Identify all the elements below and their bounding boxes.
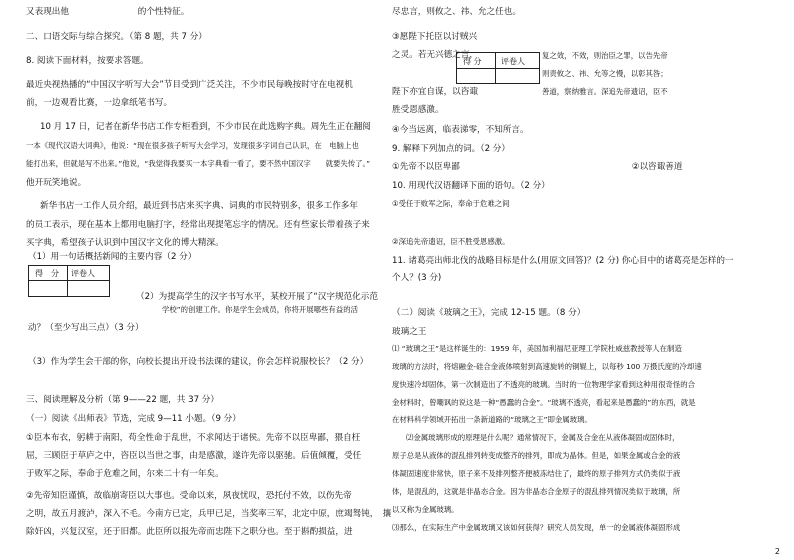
text-line: 学校”的创建工作。你是学生会成员，你将开展哪些有益的活 bbox=[162, 305, 358, 314]
text-line: 尽忠言，则攸之、祎、允之任也。 bbox=[392, 7, 521, 17]
reviewer-label: 评卷人 bbox=[501, 57, 525, 66]
text-line: 的员工表示，现在基本上都用电脑打字，经常出现提笔忘字的情况。还有些家长带着孩子来 bbox=[26, 220, 370, 230]
text-line: 最近央视热播的“中国汉字听写大会”节目受到广泛关注，不少市民每晚按时守在电视机 bbox=[26, 80, 353, 90]
text-line: 动？（至少写出三点）（3 分） bbox=[28, 323, 144, 333]
text-line: 体，是混乱的，这就是非晶态合金。因为非晶态合金原子的混乱排列情况类似于玻璃，所 bbox=[392, 487, 681, 496]
text-line: 买字典，希望孩子认识到中国汉字文化的博大精深。 bbox=[26, 238, 224, 248]
text-line: ①受任于败军之际，奉命于危难之间 bbox=[392, 199, 510, 208]
text-line: 玻璃的方法时，将熔融金-硅合金液体喷射到高速旋转的铜辊上，以每秒 100 万摄氏度的冷却速 bbox=[392, 362, 702, 371]
text-line: 度快速冷却固体，第一次制造出了不透亮的玻璃。当时的一位物理学家看到这种用很奇怪的合 bbox=[392, 380, 696, 389]
reviewer-label: 评卷人 bbox=[71, 269, 95, 278]
side-note: 复之效，不效，则治臣之罪，以告先帝 bbox=[542, 51, 668, 60]
question-part: （1）用一句话概括新闻的主要内容（2 分） bbox=[28, 252, 197, 262]
question-stem: 8. 阅读下面材料，按要求答题。 bbox=[26, 56, 149, 66]
article-title: 玻璃之王 bbox=[392, 327, 427, 337]
text-line: 屈，三顾臣于草庐之中，咨臣以当世之事，由是感激，遂许先帝以驱驰。后值倾覆，受任 bbox=[26, 451, 362, 461]
text-line: 个人？(3 分) bbox=[392, 273, 442, 283]
text-line: ⑵金属玻璃形成的原理是什么呢？通常情况下，金属及合金在从液体凝固成固体时， bbox=[406, 433, 680, 442]
text-line: 之明，故五月渡泸，深入不毛。今南方已定，兵甲已足，当奖率三军，北定中原，庶竭驽钝， 攘 bbox=[26, 509, 392, 519]
question-part: （3）作为学生会干部的你，向校长提出开设书法课的建议，你会怎样说服校长？（2 分） bbox=[28, 357, 369, 367]
text-line: 能打出来，但就是写不出来。”他说，“我觉得我要买一本字典看一看了，要不然中国汉字 就要失传了。” bbox=[26, 159, 371, 168]
text-line: ②先帝知臣谨慎，故临崩寄臣以大事也。受命以来，夙夜忧叹，恐托付不效，以伤先帝 bbox=[26, 491, 352, 501]
text-line: ⑴ “玻璃之王”是这样诞生的：1959 年，美国加利福尼亚理工学院杜威兹教授等人在制造 bbox=[392, 344, 682, 353]
score-label: 得 分 bbox=[463, 57, 482, 66]
text-line: 10 月 17 日，记者在新华书店工作专柜看到，不少市民在此选购字典。周先生正在翻阅 bbox=[40, 122, 371, 132]
text-line: ④今当远离，临表涕零，不知所言。 bbox=[392, 125, 529, 135]
side-note: 则责攸之、祎、允等之慢，以彰其咎； bbox=[542, 69, 668, 78]
question-stem: 9. 解释下列加点的词。（2 分） bbox=[392, 144, 510, 154]
section-heading: 三、阅读理解及分析（第 9——22 题，共 37 分） bbox=[26, 395, 219, 405]
page-number: 2 bbox=[774, 547, 780, 556]
text-line: 又表现出他 的个性特征。 bbox=[26, 7, 190, 17]
question-part: （2）为提高学生的汉字书写水平，某校开展了“汉字规范化示范 bbox=[136, 292, 378, 302]
text-line: 胜受恩感激。 bbox=[392, 105, 444, 115]
section-heading: 二、口语交际与综合探究。（第 8 题，共 7 分） bbox=[26, 32, 207, 42]
text-line: ②深追先帝遗诏，臣不胜受恩感激。 bbox=[392, 237, 510, 246]
reading-heading: （一）阅读《出师表》节选，完成 9—11 小题。（9 分） bbox=[26, 414, 241, 424]
reading-heading: （二）阅读《玻璃之王》，完成 12-15 题。（8 分） bbox=[392, 308, 586, 318]
text-line: 前，一边观看比赛，一边拿纸笔书写。 bbox=[26, 98, 173, 108]
text-line: ①先帝不以臣卑鄙 ②以咨诹善道 bbox=[392, 162, 683, 172]
text-line: 新华书店一工作人员介绍，最近到书店来买字典、词典的市民特别多，很多工作多年 bbox=[40, 201, 358, 211]
question-stem: 10. 用现代汉语翻译下面的语句。（2 分） bbox=[392, 181, 550, 191]
text-line: 原子总是从液体的混乱排列转变成整齐的排列，即成为晶体。但是，如果金属或合金的液 bbox=[392, 451, 681, 460]
text-line: 以又称为金属玻璃。 bbox=[392, 505, 459, 514]
score-label: 得 分 bbox=[35, 269, 59, 278]
text-line: 体凝固速度非常快，原子来不及排列整齐便被冻结住了，最终的原子排列方式仍类似于液 bbox=[392, 469, 681, 478]
score-box bbox=[456, 52, 540, 84]
text-line: 之灵。若无兴德之言， bbox=[392, 50, 478, 60]
text-line: 他开玩笑地说。 bbox=[26, 178, 87, 188]
side-note: 善道，察纳雅言。深追先帝遗诏，臣不 bbox=[542, 87, 668, 96]
score-box bbox=[28, 265, 110, 297]
text-line: 除奸凶，兴复汉室，还于旧都。此臣所以报先帝而忠陛下之职分也。至于斟酌损益，进 bbox=[26, 527, 353, 537]
text-line: ③愿陛下托臣以讨贼兴 bbox=[392, 32, 478, 42]
text-line: 金材料时，曾嘲讽的说这是一种“愚蠢的合金”。“玻璃不透亮，看起来是愚蠢的”的东西，就是 bbox=[392, 398, 696, 407]
question-stem: 11. 诸葛亮出师北伐的战略目标是什么(用原文回答)？(2 分) 你心目中的诸葛亮是怎样的一 bbox=[392, 256, 734, 266]
text-line: 在材料科学领域开拓出一条新道路的“玻璃之王”即金属玻璃。 bbox=[392, 415, 592, 424]
text-line: ⑶那么，在实际生产中金属玻璃又该如何获得？研究人员发现，单一的金属液体凝固形成 bbox=[392, 523, 681, 532]
text-line: 于败军之际，奉命于危难之间，尔来二十有一年矣。 bbox=[26, 469, 224, 479]
text-line: ①臣本布衣，躬耕于南阳，苟全性命于乱世，不求闻达于诸侯。先帝不以臣卑鄙，猥自枉 bbox=[26, 433, 361, 443]
text-line: 陛下亦宜自谋，以咨诹 bbox=[392, 87, 478, 97]
text-line: 一本《现代汉语大词典》，他说：“现在很多孩子听写大会学习，发现很多字词自己认识，在 电脑上也 bbox=[26, 141, 359, 150]
